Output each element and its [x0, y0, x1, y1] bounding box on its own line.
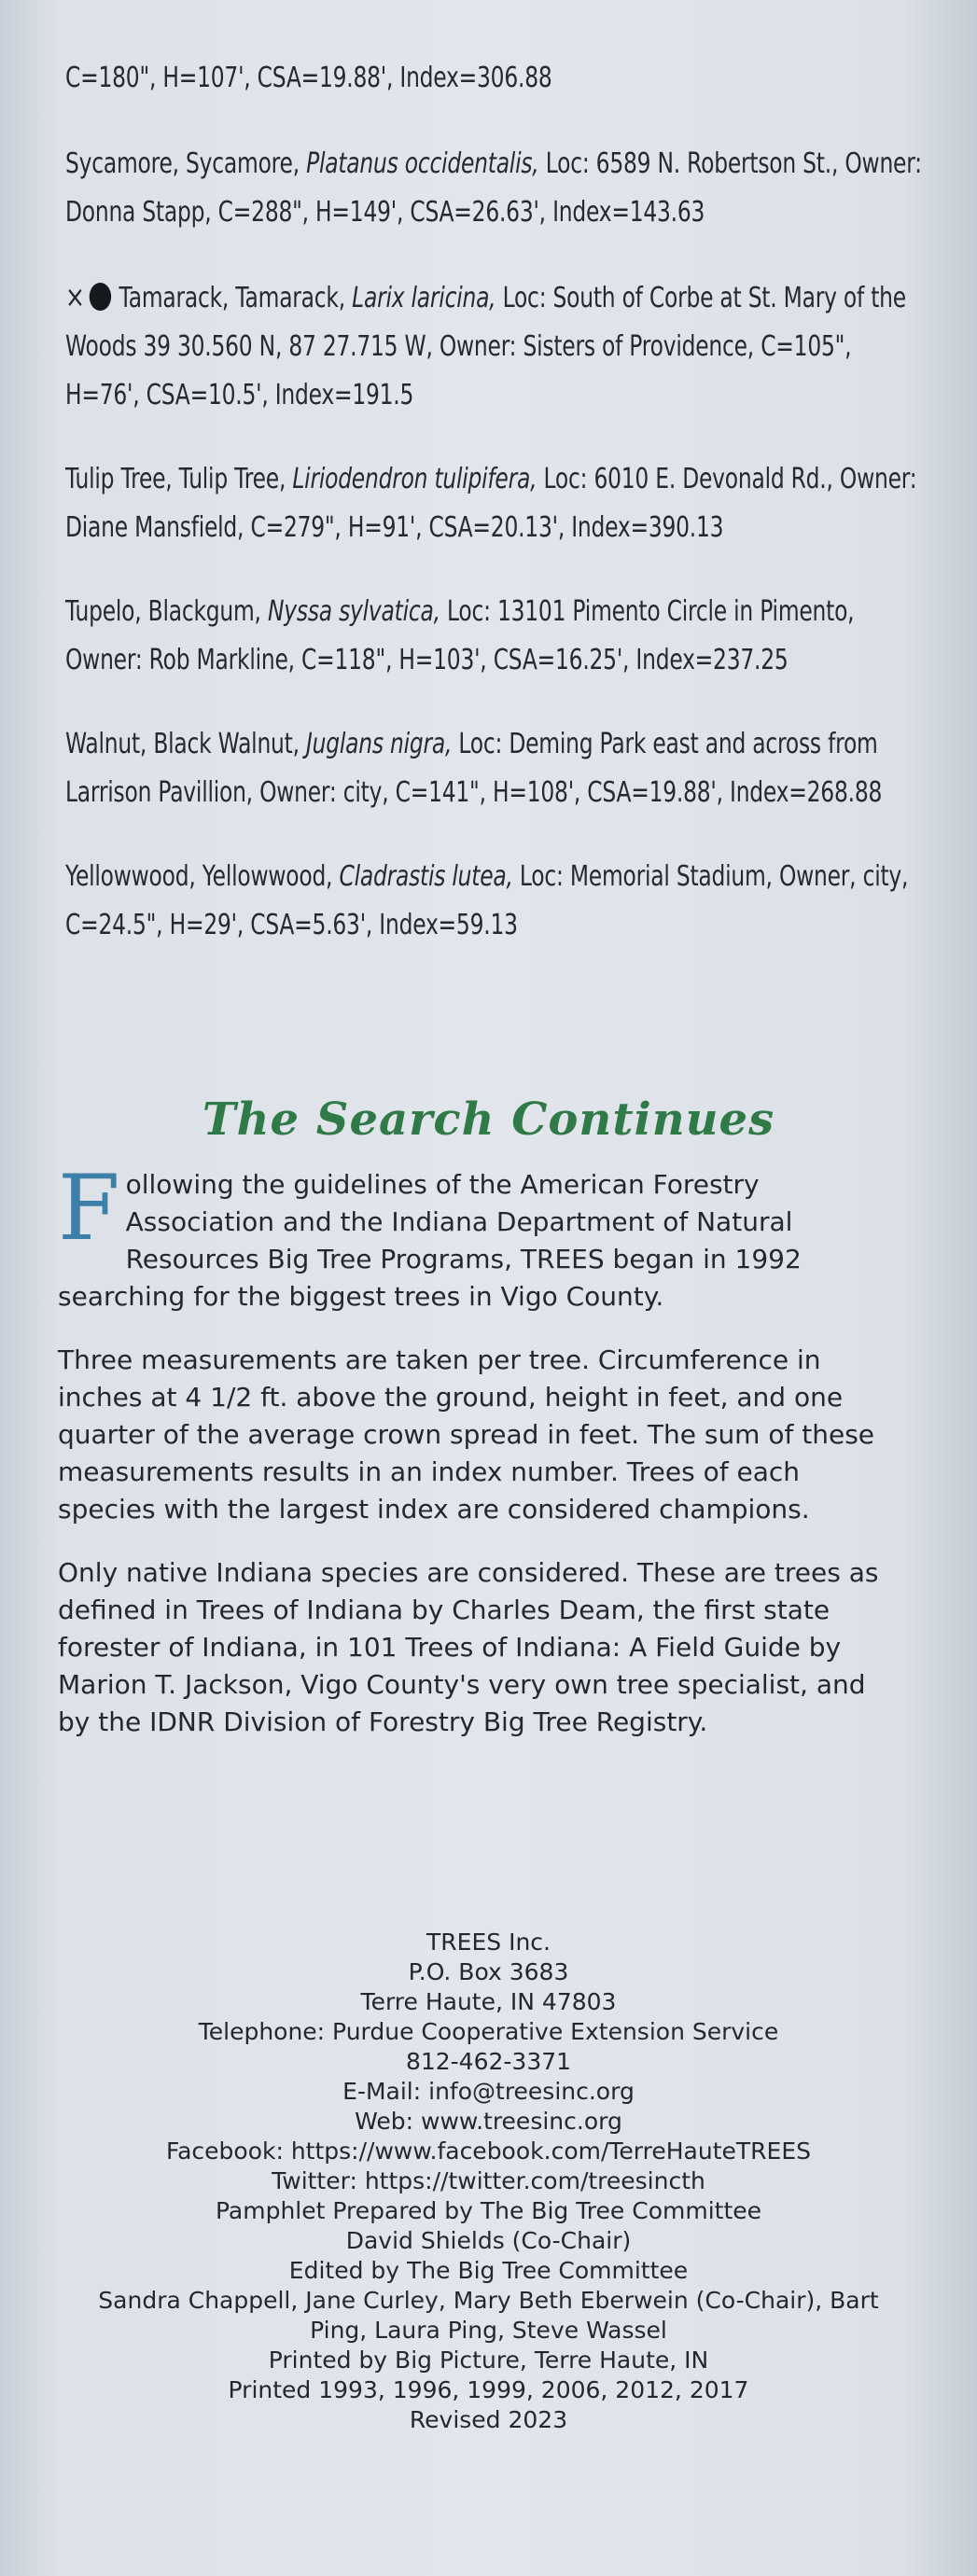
common-names: Yellowwood, Yellowwood, — [65, 860, 340, 893]
section-heading: The Search Continues — [202, 1093, 775, 1146]
common-names: Sycamore, Sycamore, — [65, 147, 307, 180]
filled-circle-icon — [89, 283, 110, 311]
web-link[interactable]: Web: www.treesinc.org — [355, 2108, 622, 2135]
entry-details: Loc: Memorial Stadium, Owner, city, C=24.5", H=29', CSA=5.63', Index=59.13 — [65, 860, 909, 941]
tree-entry-list — [65, 54, 924, 950]
entry-details: Loc: 6010 E. Devonald Rd., Owner: Diane Mansfield, C=279", H=91', CSA=20.13', Index=390.13 — [65, 463, 917, 544]
scientific-name: Liriodendron tulipifera, — [292, 463, 537, 495]
twitter-link[interactable]: Twitter: https://twitter.com/treesincth — [272, 2167, 705, 2194]
common-names: Tupelo, Blackgum, — [65, 595, 268, 628]
entry-details: Loc: Deming Park east and across from Larrison Pavillion, Owner: city, C=141", H=108', CSA=19.88', Index=268.88 — [65, 728, 883, 809]
print-years: Printed 1993, 1996, 1999, 2006, 2012, 2017 — [228, 2376, 749, 2403]
section-body — [58, 1156, 898, 1767]
scientific-name: Platanus occidentalis, — [306, 147, 539, 180]
committee-members-cont: Ping, Laura Ping, Steve Wassel — [310, 2317, 667, 2344]
email-link[interactable]: E-Mail: info@treesinc.org — [342, 2078, 635, 2105]
printed-by: Printed by Big Picture, Terre Haute, IN — [268, 2346, 709, 2374]
tree-entry — [65, 588, 924, 685]
paragraph-intro — [58, 1156, 898, 1316]
scientific-name: Juglans nigra, — [305, 728, 453, 760]
prepared-by: Pamphlet Prepared by The Big Tree Committee — [215, 2197, 762, 2224]
org-name: TREES Inc. — [426, 1929, 551, 1956]
drop-cap: F — [58, 1156, 120, 1260]
tree-entry — [65, 140, 924, 237]
city-address: Terre Haute, IN 47803 — [360, 1988, 617, 2015]
common-names: Tulip Tree, Tulip Tree, — [65, 463, 293, 495]
entry-details: Loc: 13101 Pimento Circle in Pimento, Owner: Rob Markline, C=118", H=103', CSA=16.25', Index=237.25 — [65, 595, 855, 676]
paragraph-text: ollowing the guidelines of the American Forestry Association and the Indiana Department of Natural Resources Big Tree Programs, TREES began in 1992 searching for the biggest trees in Vigo County. — [58, 1169, 802, 1312]
tree-entry — [65, 54, 924, 103]
common-names: Tamarack, Tamarack, — [119, 282, 353, 314]
common-names: Walnut, Black Walnut, — [65, 728, 306, 760]
edited-by: Edited by The Big Tree Committee — [288, 2257, 689, 2284]
committee-members: Sandra Chappell, Jane Curley, Mary Beth Eberwein (Co-Chair), Bart — [98, 2287, 879, 2314]
revised: Revised 2023 — [409, 2406, 568, 2433]
tree-entry — [65, 272, 924, 420]
facebook-link[interactable]: Facebook: https://www.facebook.com/TerreHauteTREES — [166, 2137, 811, 2165]
paragraph-species: Only native Indiana species are considered. These are trees as defined in Trees of Indiana by Charles Deam, the first state forester of Indiana, in 101 Trees of Indiana: A Field Guide by Marion T. Jackson, Vigo County's very own tree specialist, and by the IDNR Division of Forestry Big Tree Registry. — [58, 1557, 879, 1737]
telephone-number: 812-462-3371 — [405, 2048, 572, 2075]
entry-text: C=180", H=107', CSA=19.88', Index=306.88 — [65, 62, 552, 94]
entry-details: Loc: 6589 N. Robertson St., Owner: Donna Stapp, C=288", H=149', CSA=26.63', Index=143.63 — [65, 147, 922, 229]
tamarack-marks — [65, 279, 112, 314]
scientific-name: Nyssa sylvatica, — [267, 595, 440, 628]
telephone-label: Telephone: Purdue Cooperative Extension Service — [198, 2018, 779, 2045]
tree-entry — [65, 720, 924, 817]
co-chair: David Shields (Co-Chair) — [345, 2227, 632, 2254]
tree-entry — [65, 853, 924, 950]
tree-entry — [65, 455, 924, 552]
entry-details: Loc: South of Corbe at St. Mary of the Woods 39 30.560 N, 87 27.715 W, Owner: Sisters of Providence, C=105", H=76', CSA=10.5', Index=191.5 — [65, 282, 906, 411]
contact-block — [0, 1928, 977, 2435]
scientific-name: Cladrastis lutea, — [339, 860, 513, 893]
po-box: P.O. Box 3683 — [408, 1958, 569, 1985]
paragraph-measurements: Three measurements are taken per tree. Circumference in inches at 4 1/2 ft. above the ground, height in feet, and one quarter of the average crown spread in feet. The sum of these measurements results in an index number. Trees of each species with the largest index are considered champions. — [58, 1344, 875, 1525]
cross-mark-icon: × — [65, 279, 85, 314]
scientific-name: Larix laricina, — [352, 282, 496, 314]
